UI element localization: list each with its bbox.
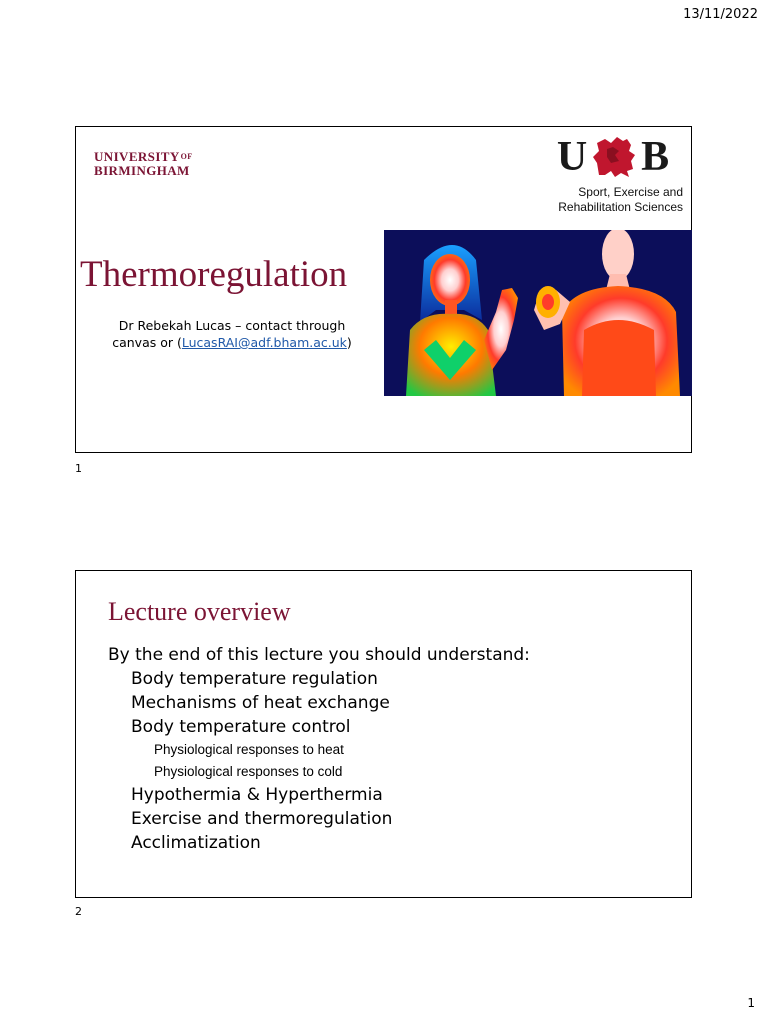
overview-list <box>108 643 530 855</box>
slide-1 <box>75 126 692 453</box>
list-lead: By the end of this lecture you should understand: <box>108 645 530 665</box>
list-subitem: Physiological responses to heat <box>154 742 344 757</box>
print-date: 13/11/2022 <box>683 7 758 22</box>
thermal-image <box>384 230 692 396</box>
slide-title: Lecture overview <box>108 597 291 626</box>
university-of-birmingham-logo: $UNIVERSITY^{OF}$ BIRMINGHAM <box>94 149 193 178</box>
list-item: Acclimatization <box>131 833 261 853</box>
list-item: Mechanisms of heat exchange <box>131 693 390 713</box>
list-item: Body temperature regulation <box>131 669 378 689</box>
list-item: Hypothermia & Hyperthermia <box>131 785 383 805</box>
slide-title: Thermoregulation <box>80 254 348 295</box>
slide-number-1: 1 <box>75 462 82 475</box>
ub-sport-logo: U B Sport, Exercise and Rehabilitation Sciences <box>556 134 683 214</box>
slide-2 <box>75 570 692 898</box>
list-subitem: Physiological responses to cold <box>154 764 343 779</box>
list-item: Exercise and thermoregulation <box>131 809 393 829</box>
slide-number-2: 2 <box>75 905 82 918</box>
list-item: Body temperature control <box>131 717 351 737</box>
lion-crest-icon <box>589 135 639 179</box>
page-number: 1 <box>747 996 755 1010</box>
author-contact: Dr Rebekah Lucas – contact through canvas or (LucasRAI@adf.bham.ac.uk) <box>112 318 352 350</box>
email-link[interactable]: LucasRAI@adf.bham.ac.uk <box>181 335 347 350</box>
